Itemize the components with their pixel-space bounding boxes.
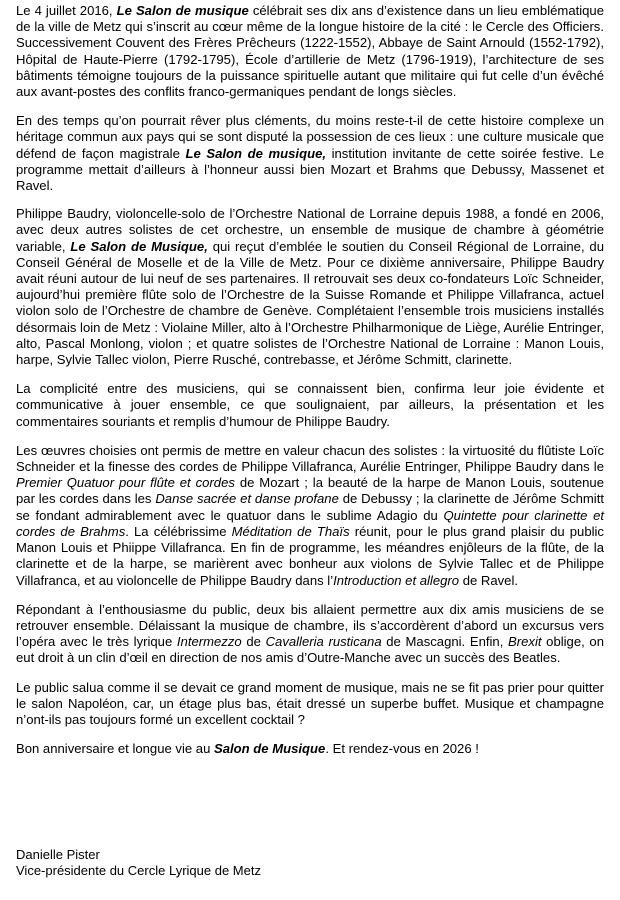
author-role: Vice-présidente du Cercle Lyrique de Metz bbox=[16, 863, 261, 878]
text-run: célébrait ses dix ans d’existence dans un lieu emblématique de la ville de Metz qui s’inscrit au cœur même de la longue histoire de la cité : le Cercle des Officiers. Successivement Couvent des Frères Prêcheurs (1222-1552), Abbaye de Saint Arnould (1552-1792), Hôpital de Haute-Pierre (1792-1795), École d’artillerie de Metz (1796-1919), l’architecture de ses bâtiments témoigne toujours de la puissance spirituelle autant que militaire qui fut celle d’un évêché aux avant-postes des conflits franco-germaniques pendant de longs siècles. bbox=[16, 3, 604, 100]
emphasis-text: Quintette pour clarinette et cordes de Brahms bbox=[16, 507, 604, 539]
emphasis-text: Danse sacrée et danse profane bbox=[155, 491, 339, 507]
emphasis-text: Salon de Musique bbox=[214, 741, 326, 757]
text-run: Bon anniversaire et longue vie au bbox=[16, 741, 214, 757]
paragraph bbox=[16, 206, 604, 368]
text-run: institution invitante de cette soirée festive. Le programme mettait d’ailleurs à l’honneur aussi bien Mozart et Brahms que Debussy, Massenet et Ravel. bbox=[16, 145, 604, 194]
text-run: Le 4 juillet 2016, bbox=[16, 3, 117, 18]
text-run: de Mozart ; la beauté de la harpe de Manon Louis, soutenue par les cordes dans les bbox=[16, 475, 605, 507]
article-body bbox=[16, 3, 604, 770]
text-run: Philippe Baudry, violoncelle-solo de l’Orchestre National de Lorraine depuis 1988, a fondé en 2006, avec deux autres solistes de cet orchestre, un ensemble de musique de chambre à géométrie variable, bbox=[16, 206, 604, 254]
emphasis-text: Méditation de Thaïs bbox=[231, 523, 350, 539]
text-run: de Debussy ; la clarinette de Jérôme Schmitt se fondant admirablement avec le quatuor dans le sublime Adagio du bbox=[16, 491, 604, 523]
paragraph bbox=[16, 680, 604, 729]
signature-block bbox=[16, 847, 261, 879]
text-run: En des temps qu’on pourrait rêver plus cléments, du moins reste-t-il de cette histoire complexe un héritage commun aux pays qui se sont disputé la possession de ces lieux : une culture musicale que défend de façon magistrale bbox=[16, 113, 604, 161]
text-run: Le public salua comme il se devait ce grand moment de musique, mais ne se fit pas prier pour quitter le salon Napoléon, car, un étage plus bas, était dressé un superbe buffet. Musique et champagne n’ont-ils pas toujours formé un excellent cocktail ? bbox=[16, 679, 604, 727]
emphasis-text: Introduction et allegro bbox=[333, 572, 460, 588]
text-run: de Ravel. bbox=[459, 572, 519, 588]
emphasis-text: Le Salon de Musique, bbox=[70, 238, 208, 254]
text-run: Répondant à l’enthousiasme du public, deux bis allaient permettre aux dix amis musiciens de se retrouver ensemble. Délaissant la musique de chambre, ils s’accordèrent d’abord un excursus vers l’opéra avec le très lyrique bbox=[16, 601, 604, 650]
text-run: de bbox=[241, 634, 266, 650]
text-run: oblige, on eut droit à un clin d’œil en direction de nos amis d’Outre-Manche avec un succès des Beatles. bbox=[16, 634, 604, 666]
paragraph bbox=[16, 113, 604, 194]
text-run: Les œuvres choisies ont permis de mettre en valeur chacun des solistes : la virtuosité du flûtiste Loïc Schneider et la finesse des cordes de Philippe Villafranca, Aurélie Entringer, Philippe Baudry dans le bbox=[16, 442, 604, 475]
text-run: . Et rendez-vous en 2026 ! bbox=[325, 741, 479, 757]
paragraph bbox=[16, 443, 604, 589]
text-run: . La célébrissime bbox=[125, 523, 232, 539]
paragraph bbox=[16, 3, 604, 100]
paragraph bbox=[16, 602, 604, 667]
emphasis-text: Le Salon de musique, bbox=[185, 145, 326, 161]
emphasis-text: Premier Quatuor pour flûte et cordes bbox=[16, 475, 235, 491]
emphasis-text: Intermezzo bbox=[176, 634, 242, 650]
text-run: qui reçut d’emblée le soutien du Conseil Régional de Lorraine, du Conseil Général de Moselle et de la Ville de Metz. Pour ce dixième anniversaire, Philippe Baudry avait réuni autour de lui neuf de ses partenaires. Il retrouvait ses deux co-fondateurs Loïc Schneider, aujourd’hui première flûte solo de l’Orchestre de la Suisse Romande et Philippe Villafranca, actuel violon solo de l’Orchestre de chambre de Genève. Complétaient l’ensemble trois musiciens installés désormais loin de Metz : Violaine Miller, alto à l’Orchestre Philharmonique de Liège, Aurélie Entringer, alto, Pascal Monlong, violon ; et quatre solistes de l’Orchestre National de Lorraine : Manon Louis, harpe, Sylvie Tallec violon, Pierre Rusché, contrebasse, et Jérôme Schmitt, clarinette. bbox=[16, 238, 604, 368]
text-run: réunit, pour le plus grand plaisir du public Manon Louis et Phiippe Villafranca. En fin de programme, les méandres enjôleurs de la flûte, de la clarinette et de la harpe, se marièrent avec bonheur aux violons de Sylvie Tallec et de Philippe Villafranca, et au violoncelle de Philippe Baudry dans l’ bbox=[16, 523, 604, 588]
emphasis-text: Le Salon de musique bbox=[116, 3, 249, 18]
author-name: Danielle Pister bbox=[16, 847, 100, 862]
emphasis-text: Brexit bbox=[508, 634, 542, 650]
text-run: de Mascagni. Enfin, bbox=[381, 634, 509, 650]
emphasis-text: Cavalleria rusticana bbox=[265, 634, 382, 650]
text-run: La complicité entre des musiciens, qui se connaissent bien, confirma leur joie évidente et communicative à jouer ensemble, ce que soulignaient, par ailleurs, la présentation et les commentaires souriants et remplis d’humour de Philippe Baudry. bbox=[16, 381, 604, 429]
paragraph bbox=[16, 741, 604, 757]
paragraph bbox=[16, 381, 604, 430]
